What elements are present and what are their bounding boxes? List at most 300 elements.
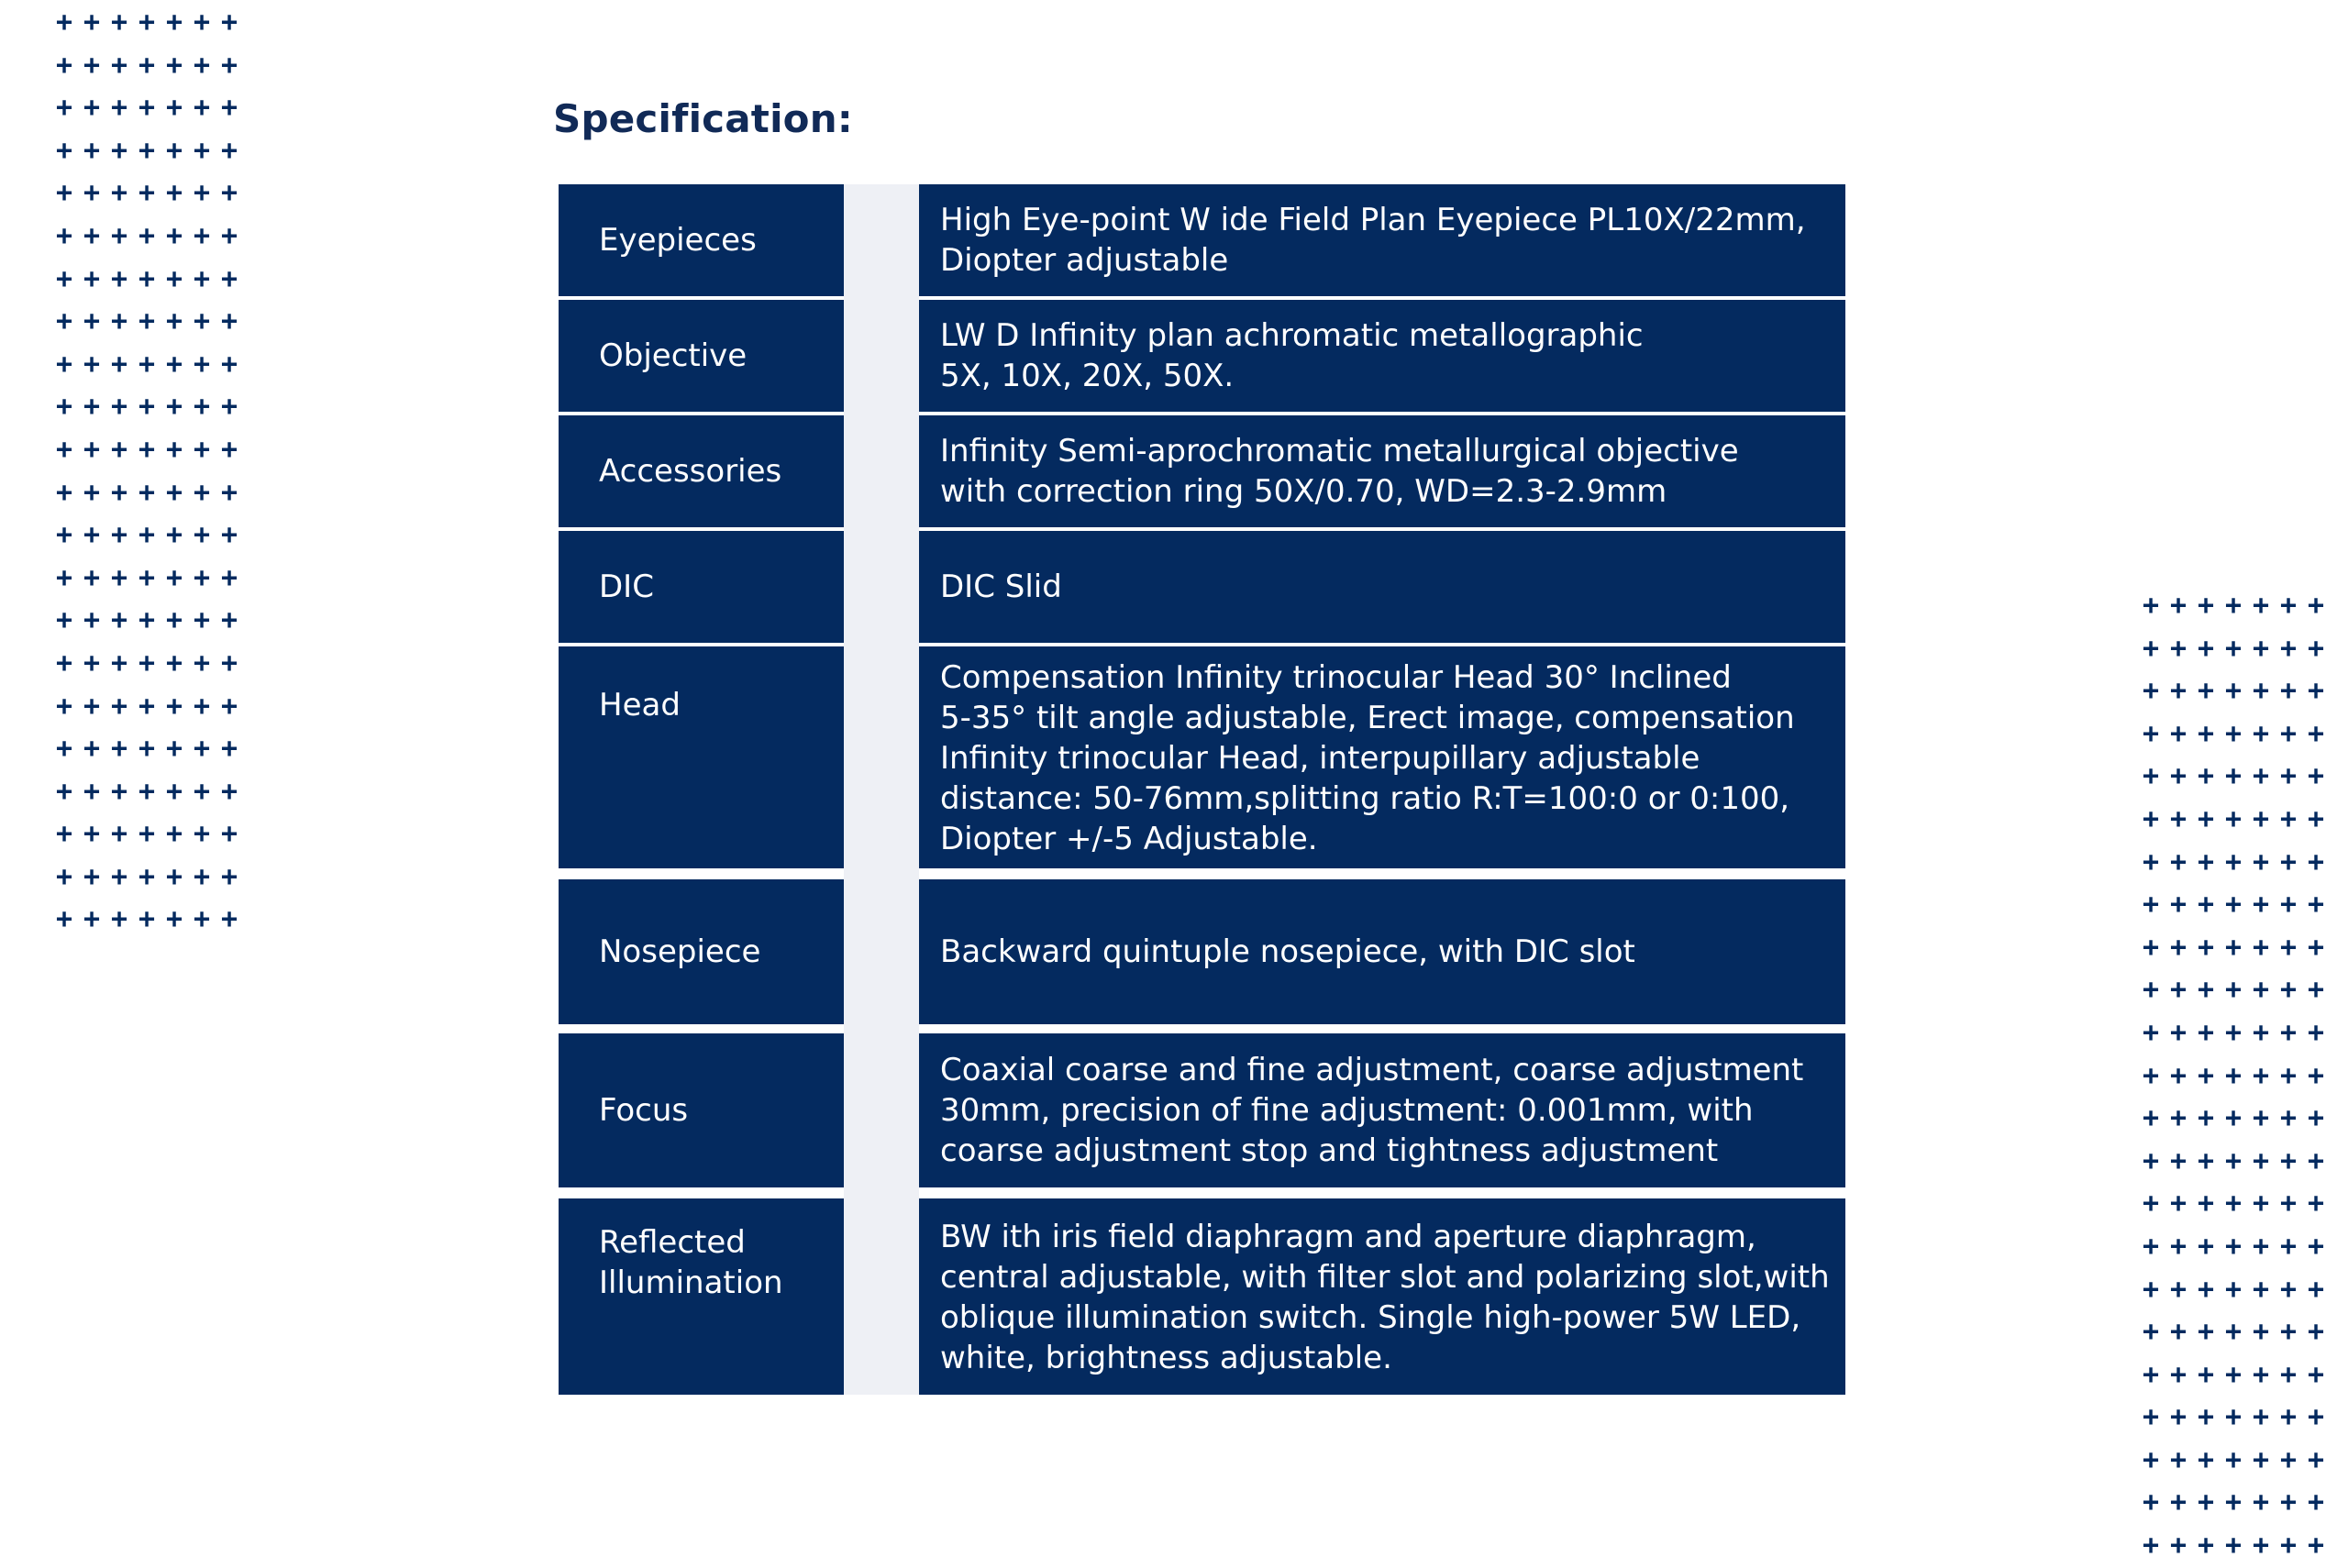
plus-icon: + bbox=[2224, 1102, 2243, 1135]
plus-icon: + bbox=[2279, 845, 2298, 878]
plus-icon: + bbox=[165, 348, 183, 381]
spec-value: LW D Infinity plan achromatic metallographic 5X, 10X, 20X, 50X. bbox=[919, 300, 1845, 412]
plus-icon: + bbox=[165, 305, 183, 338]
plus-icon: + bbox=[2252, 931, 2270, 964]
plus-icon: + bbox=[220, 818, 238, 851]
plus-icon: + bbox=[220, 6, 238, 39]
plus-icon: + bbox=[2279, 1443, 2298, 1476]
plus-icon: + bbox=[110, 262, 128, 295]
plus-icon: + bbox=[55, 476, 73, 509]
plus-icon: + bbox=[2169, 1316, 2187, 1349]
plus-icon: + bbox=[2169, 717, 2187, 750]
plus-icon: + bbox=[83, 860, 101, 893]
plus-icon: + bbox=[193, 818, 211, 851]
plus-icon: + bbox=[2307, 1529, 2325, 1562]
plus-icon: + bbox=[2197, 931, 2215, 964]
plus-icon: + bbox=[165, 49, 183, 82]
plus-icon: + bbox=[2197, 1529, 2215, 1562]
plus-icon: + bbox=[220, 646, 238, 679]
plus-icon: + bbox=[2142, 632, 2160, 665]
plus-icon: + bbox=[2169, 1059, 2187, 1092]
plus-icon: + bbox=[2224, 974, 2243, 1007]
plus-icon: + bbox=[55, 604, 73, 637]
plus-icon: + bbox=[55, 818, 73, 851]
plus-icon: + bbox=[2224, 675, 2243, 708]
plus-icon: + bbox=[2142, 889, 2160, 922]
plus-icon: + bbox=[220, 604, 238, 637]
plus-icon: + bbox=[220, 177, 238, 210]
spec-label: Eyepieces bbox=[559, 184, 844, 296]
plus-icon: + bbox=[2252, 1316, 2270, 1349]
plus-icon: + bbox=[2307, 717, 2325, 750]
plus-icon: + bbox=[2169, 889, 2187, 922]
plus-icon: + bbox=[110, 561, 128, 594]
plus-icon: + bbox=[2169, 590, 2187, 622]
plus-icon: + bbox=[55, 733, 73, 766]
plus-icon: + bbox=[2224, 845, 2243, 878]
plus-icon: + bbox=[2142, 1102, 2160, 1135]
plus-icon: + bbox=[110, 391, 128, 424]
plus-icon: + bbox=[55, 391, 73, 424]
plus-icon: + bbox=[2142, 1358, 2160, 1391]
plus-icon: + bbox=[83, 305, 101, 338]
plus-icon: + bbox=[193, 519, 211, 552]
plus-icon: + bbox=[2197, 717, 2215, 750]
plus-icon: + bbox=[193, 733, 211, 766]
plus-icon: + bbox=[138, 646, 156, 679]
specification-table bbox=[559, 184, 1845, 1395]
plus-icon: + bbox=[138, 219, 156, 252]
plus-icon: + bbox=[2169, 1401, 2187, 1434]
plus-icon: + bbox=[2224, 1401, 2243, 1434]
plus-icon: + bbox=[2279, 1358, 2298, 1391]
plus-icon: + bbox=[110, 433, 128, 466]
plus-icon: + bbox=[2279, 760, 2298, 793]
plus-icon: + bbox=[2224, 1273, 2243, 1306]
plus-icon: + bbox=[2197, 760, 2215, 793]
plus-icon: + bbox=[2307, 1144, 2325, 1177]
plus-icon: + bbox=[2224, 1187, 2243, 1220]
plus-icon: + bbox=[165, 860, 183, 893]
plus-icon: + bbox=[2142, 675, 2160, 708]
plus-icon: + bbox=[193, 305, 211, 338]
plus-icon: + bbox=[193, 348, 211, 381]
plus-icon: + bbox=[2169, 632, 2187, 665]
plus-icon: + bbox=[2169, 1187, 2187, 1220]
plus-icon: + bbox=[193, 860, 211, 893]
plus-icon: + bbox=[2307, 1273, 2325, 1306]
plus-icon: + bbox=[83, 519, 101, 552]
plus-icon: + bbox=[138, 49, 156, 82]
plus-icon: + bbox=[138, 305, 156, 338]
plus-icon: + bbox=[55, 49, 73, 82]
plus-icon: + bbox=[110, 519, 128, 552]
plus-icon: + bbox=[55, 219, 73, 252]
plus-icon: + bbox=[2252, 1102, 2270, 1135]
plus-icon: + bbox=[2224, 1486, 2243, 1519]
spec-label: Accessories bbox=[559, 415, 844, 527]
plus-icon: + bbox=[193, 49, 211, 82]
plus-icon: + bbox=[2307, 889, 2325, 922]
plus-icon: + bbox=[83, 775, 101, 808]
plus-icon: + bbox=[2252, 590, 2270, 622]
plus-icon: + bbox=[110, 92, 128, 125]
plus-icon: + bbox=[55, 775, 73, 808]
plus-icon: + bbox=[2169, 974, 2187, 1007]
spec-label: Focus bbox=[559, 1033, 844, 1187]
plus-icon: + bbox=[138, 733, 156, 766]
plus-icon: + bbox=[83, 177, 101, 210]
plus-icon: + bbox=[2224, 1443, 2243, 1476]
plus-icon: + bbox=[220, 903, 238, 936]
plus-icon: + bbox=[2307, 802, 2325, 835]
plus-icon: + bbox=[2142, 802, 2160, 835]
plus-icon: + bbox=[2142, 717, 2160, 750]
plus-icon: + bbox=[220, 519, 238, 552]
plus-icon: + bbox=[2197, 675, 2215, 708]
plus-icon: + bbox=[2307, 931, 2325, 964]
plus-icon: + bbox=[220, 391, 238, 424]
plus-icon: + bbox=[138, 818, 156, 851]
plus-icon: + bbox=[110, 646, 128, 679]
plus-icon: + bbox=[220, 49, 238, 82]
plus-icon: + bbox=[2279, 717, 2298, 750]
plus-icon: + bbox=[2142, 760, 2160, 793]
plus-icon: + bbox=[193, 775, 211, 808]
plus-icon: + bbox=[165, 903, 183, 936]
plus-icon: + bbox=[55, 690, 73, 723]
plus-icon: + bbox=[220, 219, 238, 252]
plus-icon: + bbox=[2169, 802, 2187, 835]
plus-icon: + bbox=[165, 733, 183, 766]
plus-icon: + bbox=[55, 646, 73, 679]
plus-icon: + bbox=[165, 6, 183, 39]
plus-icon: + bbox=[165, 818, 183, 851]
plus-icon: + bbox=[165, 604, 183, 637]
plus-icon: + bbox=[2169, 1486, 2187, 1519]
plus-icon: + bbox=[110, 177, 128, 210]
plus-icon: + bbox=[165, 775, 183, 808]
plus-icon: + bbox=[2197, 632, 2215, 665]
plus-icon: + bbox=[2142, 1486, 2160, 1519]
plus-icon: + bbox=[110, 219, 128, 252]
plus-icon: + bbox=[2307, 590, 2325, 622]
plus-icon: + bbox=[138, 433, 156, 466]
plus-icon: + bbox=[2169, 1273, 2187, 1306]
plus-icon: + bbox=[83, 561, 101, 594]
plus-icon: + bbox=[2307, 1486, 2325, 1519]
spec-value: Coaxial coarse and fine adjustment, coarse adjustment 30mm, precision of fine adjustment: 0.001mm, with coarse adjustment stop and tightness adjustment bbox=[919, 1033, 1845, 1187]
plus-icon: + bbox=[220, 476, 238, 509]
plus-icon: + bbox=[193, 134, 211, 167]
plus-icon: + bbox=[138, 903, 156, 936]
plus-icon: + bbox=[2142, 1016, 2160, 1049]
plus-icon: + bbox=[2197, 1102, 2215, 1135]
plus-icon: + bbox=[138, 604, 156, 637]
plus-icon: + bbox=[83, 219, 101, 252]
plus-icon: + bbox=[220, 262, 238, 295]
plus-icon: + bbox=[2252, 1358, 2270, 1391]
plus-icon: + bbox=[2169, 1358, 2187, 1391]
plus-icon: + bbox=[2169, 1443, 2187, 1476]
plus-icon: + bbox=[2224, 717, 2243, 750]
plus-icon: + bbox=[2279, 1316, 2298, 1349]
plus-icon: + bbox=[2279, 931, 2298, 964]
plus-icon: + bbox=[193, 262, 211, 295]
plus-icon: + bbox=[165, 134, 183, 167]
plus-icon: + bbox=[2169, 1230, 2187, 1263]
plus-icon: + bbox=[2197, 1401, 2215, 1434]
plus-icon: + bbox=[55, 519, 73, 552]
plus-icon: + bbox=[2142, 1059, 2160, 1092]
plus-icon: + bbox=[193, 391, 211, 424]
plus-icon: + bbox=[138, 134, 156, 167]
spec-value: Backward quintuple nosepiece, with DIC slot bbox=[919, 879, 1845, 1024]
plus-pattern-left bbox=[50, 2, 243, 942]
plus-icon: + bbox=[2252, 675, 2270, 708]
plus-icon: + bbox=[2252, 1273, 2270, 1306]
plus-icon: + bbox=[110, 6, 128, 39]
plus-icon: + bbox=[2307, 1316, 2325, 1349]
spec-row-nosepiece bbox=[559, 879, 1845, 1024]
spec-row-accessories bbox=[559, 415, 1845, 527]
plus-icon: + bbox=[2169, 760, 2187, 793]
spec-row-eyepieces bbox=[559, 184, 1845, 296]
plus-icon: + bbox=[2279, 1401, 2298, 1434]
spec-row-dic bbox=[559, 531, 1845, 643]
plus-icon: + bbox=[2224, 931, 2243, 964]
plus-icon: + bbox=[2224, 632, 2243, 665]
plus-icon: + bbox=[55, 92, 73, 125]
plus-icon: + bbox=[55, 305, 73, 338]
plus-icon: + bbox=[110, 775, 128, 808]
plus-icon: + bbox=[2279, 1016, 2298, 1049]
plus-icon: + bbox=[193, 177, 211, 210]
plus-icon: + bbox=[2142, 1529, 2160, 1562]
plus-icon: + bbox=[110, 903, 128, 936]
plus-icon: + bbox=[2224, 1529, 2243, 1562]
plus-icon: + bbox=[83, 476, 101, 509]
plus-icon: + bbox=[2279, 802, 2298, 835]
plus-icon: + bbox=[138, 561, 156, 594]
plus-icon: + bbox=[2252, 1529, 2270, 1562]
plus-icon: + bbox=[2279, 1230, 2298, 1263]
plus-icon: + bbox=[2252, 1016, 2270, 1049]
plus-icon: + bbox=[2197, 590, 2215, 622]
plus-icon: + bbox=[2307, 1443, 2325, 1476]
plus-icon: + bbox=[2142, 974, 2160, 1007]
plus-icon: + bbox=[2252, 889, 2270, 922]
plus-icon: + bbox=[193, 219, 211, 252]
plus-icon: + bbox=[2279, 1059, 2298, 1092]
plus-icon: + bbox=[2224, 760, 2243, 793]
plus-icon: + bbox=[2197, 1486, 2215, 1519]
plus-icon: + bbox=[2224, 1016, 2243, 1049]
plus-icon: + bbox=[110, 49, 128, 82]
plus-icon: + bbox=[2279, 1144, 2298, 1177]
plus-icon: + bbox=[2224, 1059, 2243, 1092]
plus-icon: + bbox=[138, 476, 156, 509]
plus-icon: + bbox=[2197, 974, 2215, 1007]
plus-icon: + bbox=[110, 818, 128, 851]
plus-icon: + bbox=[83, 604, 101, 637]
spec-value: DIC Slid bbox=[919, 531, 1845, 643]
spec-value: BW ith iris field diaphragm and aperture diaphragm, central adjustable, with filter slot and polarizing slot,with oblique illumination switch. Single high-power 5W LED, white, brightness adjustable. bbox=[919, 1198, 1845, 1395]
plus-icon: + bbox=[2197, 1358, 2215, 1391]
plus-icon: + bbox=[2307, 760, 2325, 793]
plus-icon: + bbox=[2169, 1102, 2187, 1135]
plus-icon: + bbox=[2307, 1187, 2325, 1220]
plus-icon: + bbox=[2224, 889, 2243, 922]
plus-icon: + bbox=[55, 262, 73, 295]
plus-icon: + bbox=[220, 733, 238, 766]
plus-icon: + bbox=[2279, 590, 2298, 622]
plus-icon: + bbox=[165, 690, 183, 723]
plus-icon: + bbox=[138, 92, 156, 125]
plus-icon: + bbox=[138, 775, 156, 808]
plus-icon: + bbox=[193, 476, 211, 509]
plus-icon: + bbox=[138, 177, 156, 210]
plus-icon: + bbox=[2279, 974, 2298, 1007]
plus-icon: + bbox=[2197, 1144, 2215, 1177]
plus-icon: + bbox=[2224, 1316, 2243, 1349]
spec-value: High Eye-point W ide Field Plan Eyepiece PL10X/22mm, Diopter adjustable bbox=[919, 184, 1845, 296]
plus-icon: + bbox=[138, 519, 156, 552]
plus-icon: + bbox=[2252, 802, 2270, 835]
plus-icon: + bbox=[2252, 717, 2270, 750]
plus-icon: + bbox=[2142, 1443, 2160, 1476]
plus-icon: + bbox=[55, 134, 73, 167]
plus-icon: + bbox=[2252, 845, 2270, 878]
plus-icon: + bbox=[110, 348, 128, 381]
plus-icon: + bbox=[2252, 1144, 2270, 1177]
plus-icon: + bbox=[2169, 1529, 2187, 1562]
plus-icon: + bbox=[165, 476, 183, 509]
plus-icon: + bbox=[83, 92, 101, 125]
plus-icon: + bbox=[193, 561, 211, 594]
plus-icon: + bbox=[2142, 1273, 2160, 1306]
plus-icon: + bbox=[2169, 931, 2187, 964]
plus-icon: + bbox=[165, 92, 183, 125]
plus-icon: + bbox=[138, 690, 156, 723]
plus-icon: + bbox=[110, 860, 128, 893]
plus-icon: + bbox=[83, 690, 101, 723]
plus-icon: + bbox=[2252, 1187, 2270, 1220]
plus-icon: + bbox=[83, 348, 101, 381]
plus-icon: + bbox=[2197, 889, 2215, 922]
plus-icon: + bbox=[55, 177, 73, 210]
plus-icon: + bbox=[2279, 675, 2298, 708]
spec-label: DIC bbox=[559, 531, 844, 643]
plus-icon: + bbox=[2142, 1316, 2160, 1349]
plus-icon: + bbox=[165, 219, 183, 252]
plus-icon: + bbox=[2142, 845, 2160, 878]
plus-icon: + bbox=[2169, 675, 2187, 708]
plus-icon: + bbox=[110, 134, 128, 167]
page-title: Specification: bbox=[553, 96, 853, 141]
plus-icon: + bbox=[2169, 1016, 2187, 1049]
plus-icon: + bbox=[165, 262, 183, 295]
plus-icon: + bbox=[55, 561, 73, 594]
plus-icon: + bbox=[2197, 1059, 2215, 1092]
plus-icon: + bbox=[2142, 1144, 2160, 1177]
plus-icon: + bbox=[83, 134, 101, 167]
plus-icon: + bbox=[2307, 1059, 2325, 1092]
plus-icon: + bbox=[110, 476, 128, 509]
plus-icon: + bbox=[2252, 1443, 2270, 1476]
plus-icon: + bbox=[110, 604, 128, 637]
plus-icon: + bbox=[193, 92, 211, 125]
plus-icon: + bbox=[220, 348, 238, 381]
plus-pattern-right bbox=[2137, 585, 2330, 1568]
plus-icon: + bbox=[2279, 1102, 2298, 1135]
plus-icon: + bbox=[2142, 590, 2160, 622]
plus-icon: + bbox=[138, 262, 156, 295]
plus-icon: + bbox=[2279, 1187, 2298, 1220]
plus-icon: + bbox=[220, 775, 238, 808]
plus-icon: + bbox=[83, 433, 101, 466]
plus-icon: + bbox=[2252, 1486, 2270, 1519]
plus-icon: + bbox=[2224, 1144, 2243, 1177]
plus-icon: + bbox=[2197, 1187, 2215, 1220]
plus-icon: + bbox=[2307, 1102, 2325, 1135]
plus-icon: + bbox=[2142, 1187, 2160, 1220]
plus-icon: + bbox=[83, 733, 101, 766]
plus-icon: + bbox=[165, 177, 183, 210]
plus-icon: + bbox=[55, 6, 73, 39]
plus-icon: + bbox=[138, 860, 156, 893]
plus-icon: + bbox=[165, 646, 183, 679]
spec-value: Compensation Infinity trinocular Head 30° Inclined 5-35° tilt angle adjustable, Erect image, compensation Infinity trinocular Head, interpupillary adjustable distance: 50-76mm,splitting ratio R:T=100:0 or 0:100, Diopter +/-5 Adjustable. bbox=[919, 646, 1845, 868]
plus-icon: + bbox=[2307, 632, 2325, 665]
plus-icon: + bbox=[165, 433, 183, 466]
plus-icon: + bbox=[2307, 1016, 2325, 1049]
plus-icon: + bbox=[138, 348, 156, 381]
plus-icon: + bbox=[2197, 1316, 2215, 1349]
plus-icon: + bbox=[2224, 1358, 2243, 1391]
spec-label: Reflected Illumination bbox=[559, 1198, 844, 1395]
plus-icon: + bbox=[2252, 1059, 2270, 1092]
plus-icon: + bbox=[220, 433, 238, 466]
plus-icon: + bbox=[165, 391, 183, 424]
plus-icon: + bbox=[220, 92, 238, 125]
spec-row-reflected-illumination bbox=[559, 1198, 1845, 1395]
plus-icon: + bbox=[55, 348, 73, 381]
spec-label: Head bbox=[559, 646, 844, 868]
plus-icon: + bbox=[165, 561, 183, 594]
plus-icon: + bbox=[110, 305, 128, 338]
plus-icon: + bbox=[2142, 1401, 2160, 1434]
plus-icon: + bbox=[2197, 802, 2215, 835]
plus-icon: + bbox=[2169, 845, 2187, 878]
plus-icon: + bbox=[193, 903, 211, 936]
spec-row-objective bbox=[559, 300, 1845, 412]
plus-icon: + bbox=[83, 6, 101, 39]
plus-icon: + bbox=[2279, 1529, 2298, 1562]
spec-label: Nosepiece bbox=[559, 879, 844, 1024]
plus-icon: + bbox=[2197, 1443, 2215, 1476]
plus-icon: + bbox=[2307, 1358, 2325, 1391]
plus-icon: + bbox=[193, 690, 211, 723]
plus-icon: + bbox=[83, 391, 101, 424]
plus-icon: + bbox=[2197, 1273, 2215, 1306]
plus-icon: + bbox=[83, 646, 101, 679]
plus-icon: + bbox=[2307, 845, 2325, 878]
plus-icon: + bbox=[2169, 1144, 2187, 1177]
plus-icon: + bbox=[2252, 632, 2270, 665]
plus-icon: + bbox=[2279, 632, 2298, 665]
plus-icon: + bbox=[220, 561, 238, 594]
